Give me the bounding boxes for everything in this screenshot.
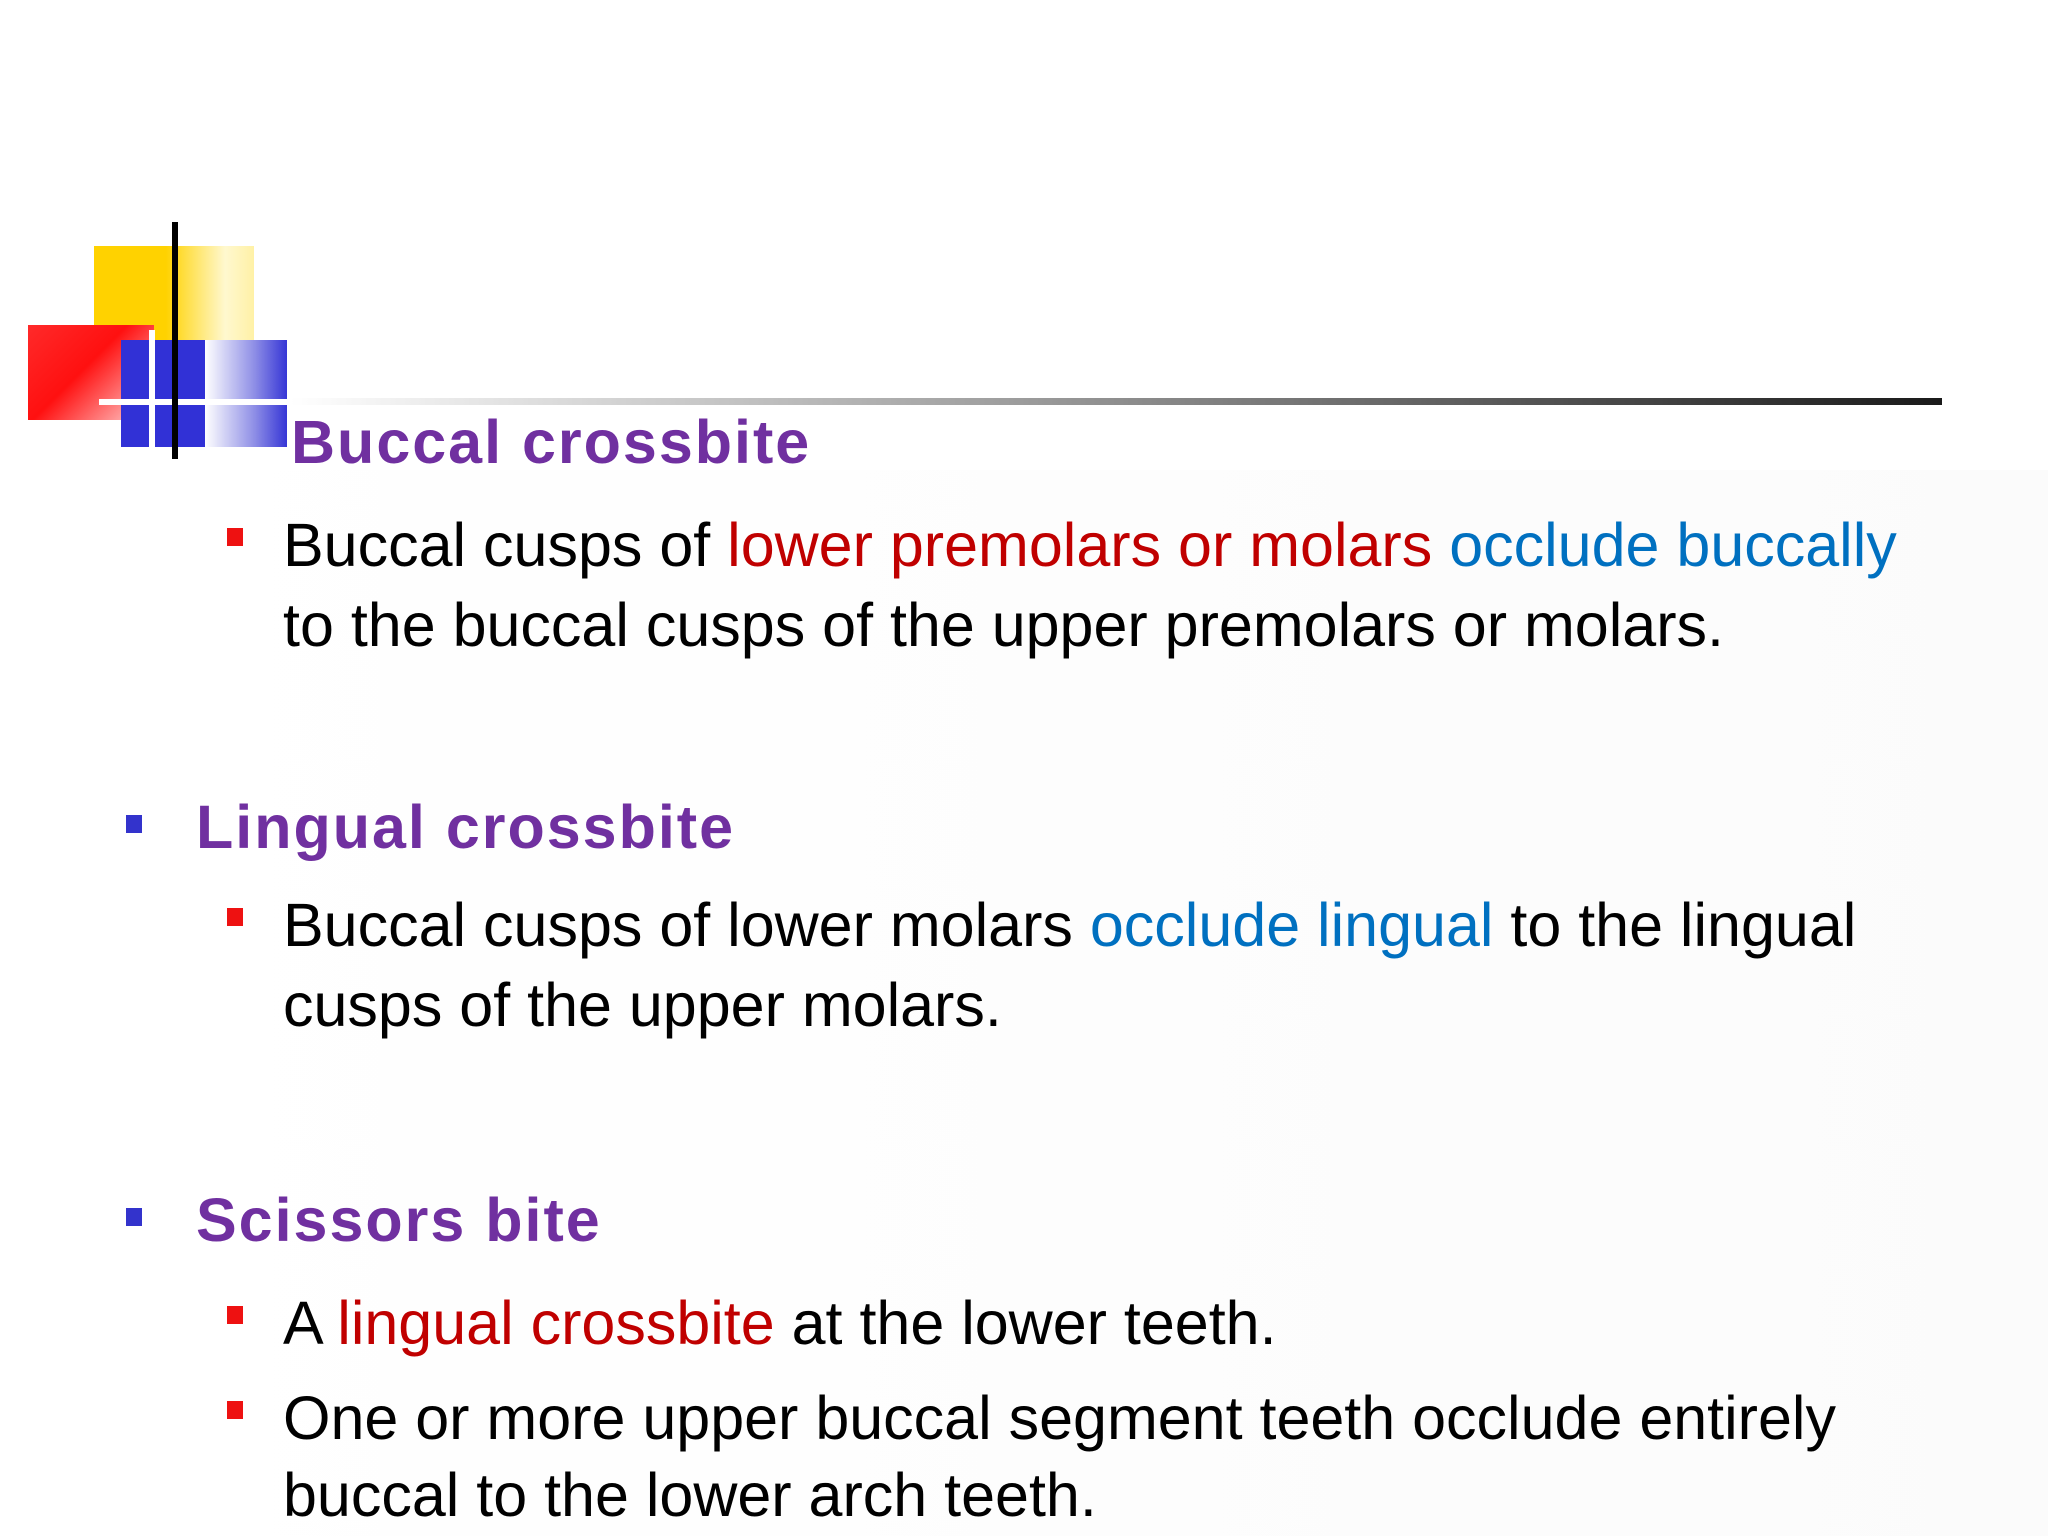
highlight-blue: occlude lingual	[1089, 891, 1494, 959]
title-rule	[290, 398, 1942, 405]
heading-scissors-bite: Scissors bite	[196, 1186, 602, 1254]
decor-blue-gradient-square	[205, 340, 287, 447]
text-segment: Buccal cusps of lower molars	[283, 891, 1090, 959]
heading-buccal-crossbite: Buccal crossbite	[291, 408, 812, 476]
heading-lingual-crossbite: Lingual crossbite	[196, 793, 736, 861]
decor-white-line-horizontal	[99, 399, 289, 405]
bullet-text-line: to the buccal cusps of the upper premolars or molars.	[283, 591, 1724, 659]
bullet-text-line: buccal to the lower arch teeth.	[283, 1461, 1097, 1529]
decor-black-line-vertical	[172, 222, 178, 459]
bullet-square-icon	[126, 815, 142, 833]
bullet-square-icon	[227, 1306, 243, 1324]
highlight-red: lingual crossbite	[337, 1289, 775, 1357]
bullet-text-line	[283, 1378, 1836, 1458]
bullet-square-icon	[227, 908, 243, 926]
bullet-text-line	[283, 1283, 1277, 1363]
highlight-blue: occlude buccally	[1449, 511, 1897, 579]
bullet-square-icon	[126, 1208, 142, 1226]
highlight-red: lower premolars or molars	[727, 511, 1433, 579]
decor-white-line-vertical	[149, 330, 155, 448]
bullet-text-line: cusps of the upper molars.	[283, 971, 1002, 1039]
text-segment: to the lingual	[1493, 891, 1857, 959]
bullet-square-icon	[227, 528, 243, 546]
bullet-text-line	[283, 505, 1897, 585]
text-segment: A	[283, 1289, 338, 1357]
text-segment: One or more upper buccal segment teeth occlude entirely	[283, 1384, 1836, 1452]
decor-blue-square	[121, 340, 205, 447]
bullet-text-line	[283, 885, 1856, 965]
bullet-square-icon	[227, 1401, 243, 1419]
text-segment	[1432, 511, 1449, 579]
text-segment: at the lower teeth.	[774, 1289, 1277, 1357]
text-segment: Buccal cusps of	[283, 511, 728, 579]
